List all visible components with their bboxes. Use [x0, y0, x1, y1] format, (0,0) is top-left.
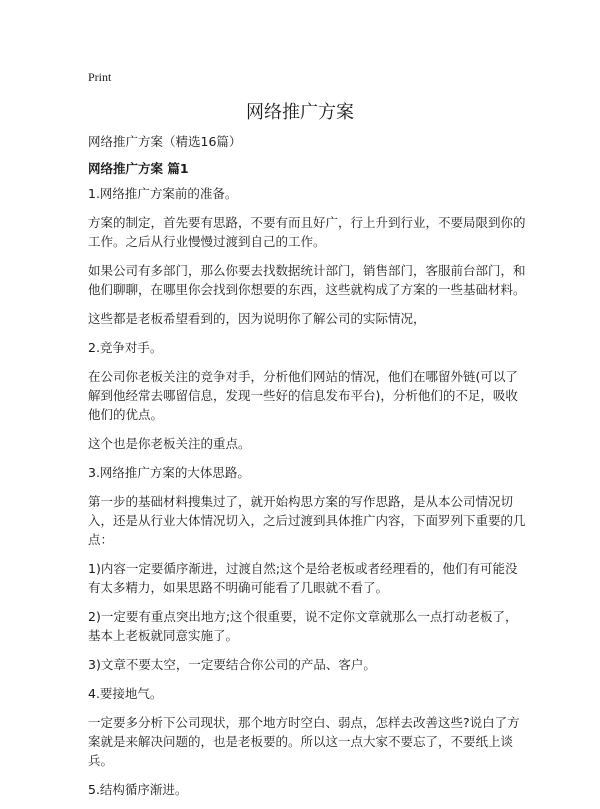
paragraph: 3)文章不要太空，一定要结合你公司的产品、客户。	[88, 657, 376, 672]
paragraph: 5.结构循序渐进。	[88, 782, 188, 797]
paragraph: 方案的制定，首先要有思路，不要有而且好广，行上升到行业，不要局限到你的工作。之后从行业慢慢过渡到自己的工作。	[88, 215, 526, 249]
paragraph: 2)一定要有重点突出地方;这个很重要，说不定你文章就那么一点打动老板了，基本上老板就同意实施了。	[88, 609, 518, 643]
paragraph: 1.网络推广方案前的准备。	[88, 186, 238, 201]
paragraph: 一定要多分析下公司现状，那个地方时空白、弱点，怎样去改善这些?说白了方案就是来解决问题的，也是老板要的。所以这一点大家不要忘了，不要纸上谈兵。	[88, 715, 520, 768]
print-link[interactable]: Print	[88, 70, 112, 84]
paragraph: 1)内容一定要循序渐进，过渡自然;这个是给老板或者经理看的，他们有可能没有太多精力，如果思路不明确可能看了几眼就不看了。	[88, 561, 518, 595]
paragraph: 在公司你老板关注的竞争对手，分析他们网站的情况，他们在哪留外链(可以了解到他经常去哪留信息，发现一些好的信息发布平台)，分析他们的不足，吸收他们的优点。	[88, 369, 518, 422]
paragraph: 2.竞争对手。	[88, 340, 163, 355]
document-subtitle: 网络推广方案（精选16篇）	[88, 134, 242, 149]
paragraph: 如果公司有多部门，那么你要去找数据统计部门，销售部门，客服前台部门，和他们聊聊，在哪里你会找到你想要的东西，这些就构成了方案的一些基础材料。	[88, 263, 526, 297]
paragraph: 这些都是老板希望看到的，因为说明你了解公司的实际情况，	[88, 311, 426, 326]
paragraph: 这个也是你老板关注的重点。	[88, 436, 251, 451]
section-heading: 网络推广方案 篇1	[88, 161, 189, 176]
paragraph: 第一步的基础材料搜集过了，就开始构思方案的写作思路，是从本公司情况切入，还是从行业大体情况切入，之后过渡到具体推广内容，下面罗列下重要的几点：	[88, 494, 526, 547]
paragraph: 3.网络推广方案的大体思路。	[88, 465, 250, 480]
paragraph: 4.要接地气。	[88, 686, 163, 701]
document-title: 网络推广方案	[246, 102, 354, 123]
document-body	[88, 184, 526, 809]
